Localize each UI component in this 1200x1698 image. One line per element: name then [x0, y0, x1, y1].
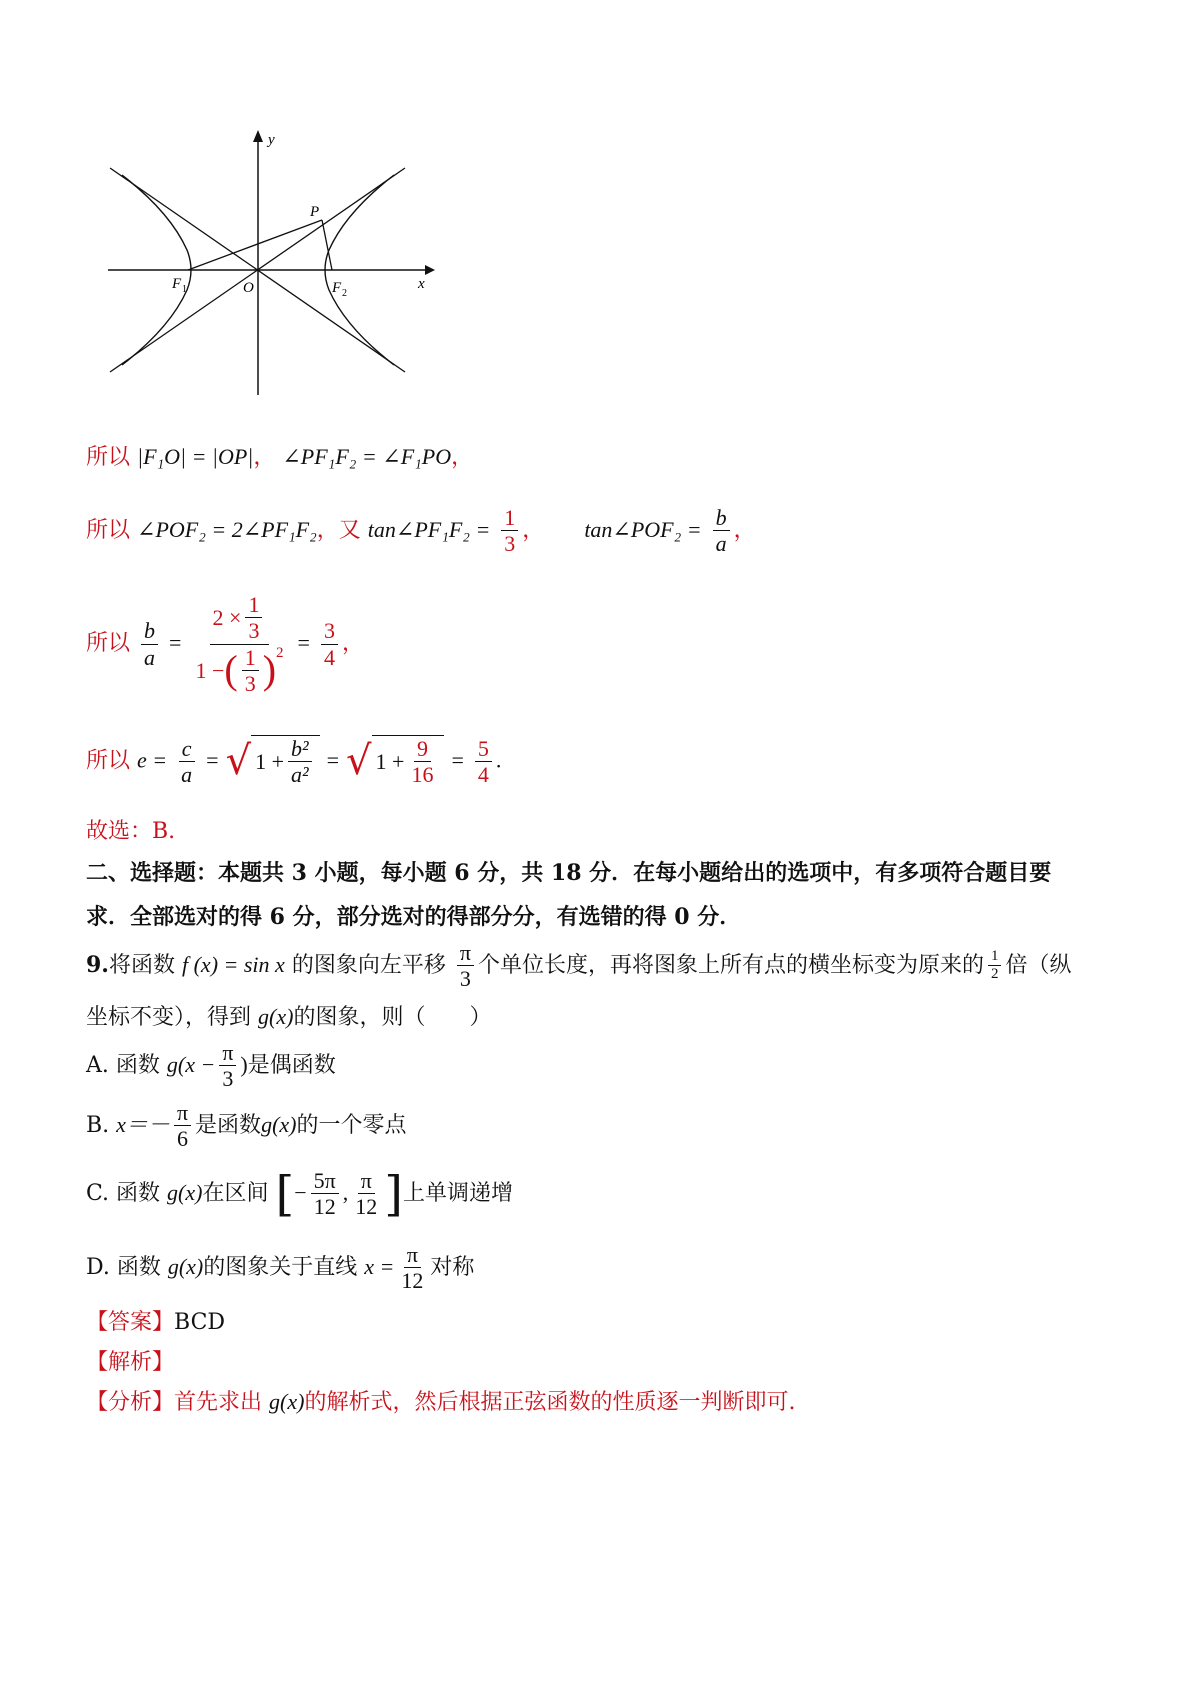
option-b [86, 1100, 407, 1152]
equals: = [451, 747, 464, 773]
paren-left: ( [224, 647, 238, 693]
fraction: $\frac{b}{a}$ [141, 618, 158, 670]
math-expr: |F₁O| = |OP| [137, 444, 254, 469]
prefix: 所以 [86, 517, 131, 543]
radicand [251, 735, 320, 788]
text: 2 × [212, 605, 242, 631]
text: 首先求出 [174, 1390, 263, 1415]
text: 倍（纵 [1005, 952, 1072, 978]
option-a [86, 1040, 336, 1092]
fraction: $\frac{c}{a}$ [178, 736, 195, 788]
math-expr: g(x) [261, 1111, 297, 1137]
option-label: C. 函数 [86, 1180, 161, 1206]
radical-sign: √ [346, 738, 372, 785]
question-number: 9. [86, 951, 109, 978]
answer-value: BCD [174, 1310, 226, 1335]
fraction: $\frac{\text{b²}}{\text{a²}}$ [288, 736, 312, 788]
label-F1: F [172, 276, 182, 292]
prefix: 所以 [86, 748, 131, 774]
fraction: $\frac{\pi}{12}$ [355, 1168, 378, 1220]
math-expr: ∠POF₂ = 2∠PF₁F₂ [137, 516, 317, 542]
solution-line-2 [86, 505, 756, 557]
label-F1-sub: 1 [182, 284, 187, 295]
separator: ， [253, 445, 276, 470]
fraction: $\frac{\pi}{3}$ [219, 1040, 236, 1092]
math-expr: f (x) = sin x [181, 951, 285, 977]
label-y: y [268, 132, 275, 148]
fraction: $\frac{1}{2}$ [988, 948, 1002, 984]
text: 是偶函数 [247, 1052, 336, 1078]
fraction: $\frac{b}{a}$ [713, 505, 730, 557]
section-2-heading-line-1: 二、选择题：本题共 3 小题，每小题 6 分，共 18 分．在每小题给出的选项中，有多项符合题目要 [86, 860, 1052, 886]
prefix: 所以 [86, 631, 131, 657]
sqrt [226, 735, 320, 788]
option-label: B. [86, 1112, 110, 1138]
solution-line-3 [86, 592, 364, 696]
math-expr: ∠PF₁F₂ = ∠F₁PO [282, 444, 452, 469]
math-expr: tan∠POF₂ = [584, 516, 702, 542]
option-label: A. 函数 [86, 1052, 160, 1078]
text: 1 − [195, 657, 225, 683]
section-2-heading-line-2: 求．全部选对的得 6 分，部分选对的得部分分，有选错的得 0 分． [86, 904, 742, 930]
text: 上单调递增 [402, 1180, 513, 1206]
text: 的解析式，然后根据正弦函数的性质逐一判断即可. [304, 1390, 796, 1415]
text: 的图象向左平移 [291, 952, 446, 978]
answer-line [86, 1305, 225, 1336]
fraction: $\frac{9}{16}$ [411, 736, 434, 788]
math-expr: g(x − [166, 1051, 216, 1077]
text: 1 + [255, 748, 284, 774]
sqrt [346, 735, 444, 788]
fraction: $\frac{3}{4}$ [321, 618, 338, 670]
fenxi-tag: 【分析】 [86, 1390, 175, 1415]
option-label: D. 函数 [86, 1254, 161, 1280]
fraction: $\frac{\pi}{3}$ [457, 940, 474, 992]
punct: ， [451, 445, 474, 470]
text: 对称 [430, 1254, 475, 1280]
math-expr: g(x) [258, 1004, 294, 1029]
exponent: 2 [276, 644, 284, 661]
fraction: $\frac{\pi}{6}$ [174, 1100, 191, 1152]
label-F2-sub: 2 [342, 288, 347, 299]
math-expr: g(x) [167, 1253, 204, 1279]
punct: . [495, 747, 502, 773]
label-O: O [243, 280, 254, 296]
bracket-right: ] [384, 1165, 403, 1222]
comma: , [342, 1179, 349, 1205]
equals: = [297, 630, 310, 656]
text: 的图象，则（ ） [293, 1005, 492, 1030]
denominator [192, 645, 286, 697]
fraction: $\frac{1}{3}$ [245, 592, 262, 644]
radical-sign: √ [225, 738, 252, 785]
text: 的一个零点 [296, 1112, 407, 1138]
text: 坐标不变），得到 [86, 1005, 252, 1030]
y-axis-arrow [253, 130, 263, 142]
fraction: $\frac{5\pi}{12}$ [311, 1168, 339, 1220]
label-P: P [310, 204, 320, 220]
fraction: $\frac{5}{4}$ [475, 736, 492, 788]
paren: ) [240, 1051, 248, 1077]
option-c [86, 1165, 513, 1222]
compound-fraction [192, 592, 286, 696]
minus: − [294, 1179, 307, 1205]
text: 个单位长度，再将图象上所有点的横坐标变为原来的 [477, 952, 984, 978]
paren-right: ) [262, 647, 277, 693]
connector: ，又 [316, 517, 361, 543]
fraction: $\frac{1}{3}$ [242, 645, 259, 697]
prefix: 所以 [86, 445, 131, 470]
label-F2: F [332, 280, 342, 296]
hyperbola-figure [100, 130, 460, 410]
punct: ， [522, 517, 545, 543]
text: 在区间 [202, 1180, 269, 1206]
segment-PF2 [322, 220, 332, 270]
text: 将函数 [108, 952, 175, 978]
math-expr: x = [364, 1253, 395, 1279]
equals: = [206, 747, 219, 773]
math-expr: tan∠PF₁F₂ = [367, 516, 491, 542]
text: 的图象关于直线 [203, 1254, 358, 1280]
equals: = [169, 630, 182, 656]
math-expr: g(x) [167, 1179, 203, 1205]
label-x: x [418, 276, 425, 292]
solution-line-4 [86, 735, 501, 788]
math-expr: e = [137, 747, 168, 773]
math-expr: x＝－ [116, 1111, 170, 1137]
fraction: $\frac{1}{3}$ [501, 505, 518, 557]
text: 是函数 [195, 1112, 262, 1138]
x-axis-arrow [425, 265, 435, 275]
fraction: $\frac{\pi}{12}$ [401, 1242, 424, 1294]
question-9-line-1 [86, 940, 1071, 992]
math-expr: g(x) [269, 1389, 305, 1414]
option-d [86, 1242, 474, 1294]
punct: ， [733, 517, 756, 543]
text: 1 + [375, 748, 405, 774]
bracket-left: [ [275, 1165, 295, 1222]
numerator [210, 592, 270, 645]
answer-tag: 【答案】 [86, 1310, 175, 1335]
final-choice: 故选：B. [86, 819, 176, 844]
solution-line-1 [86, 440, 473, 471]
equals: = [326, 747, 340, 773]
segment-F1P [188, 220, 322, 270]
punct: ， [341, 631, 364, 657]
question-9-line-2 [86, 1000, 491, 1031]
fenxi-line [86, 1385, 795, 1416]
radicand [372, 735, 445, 788]
analysis-tag: 【解析】 [86, 1350, 175, 1375]
